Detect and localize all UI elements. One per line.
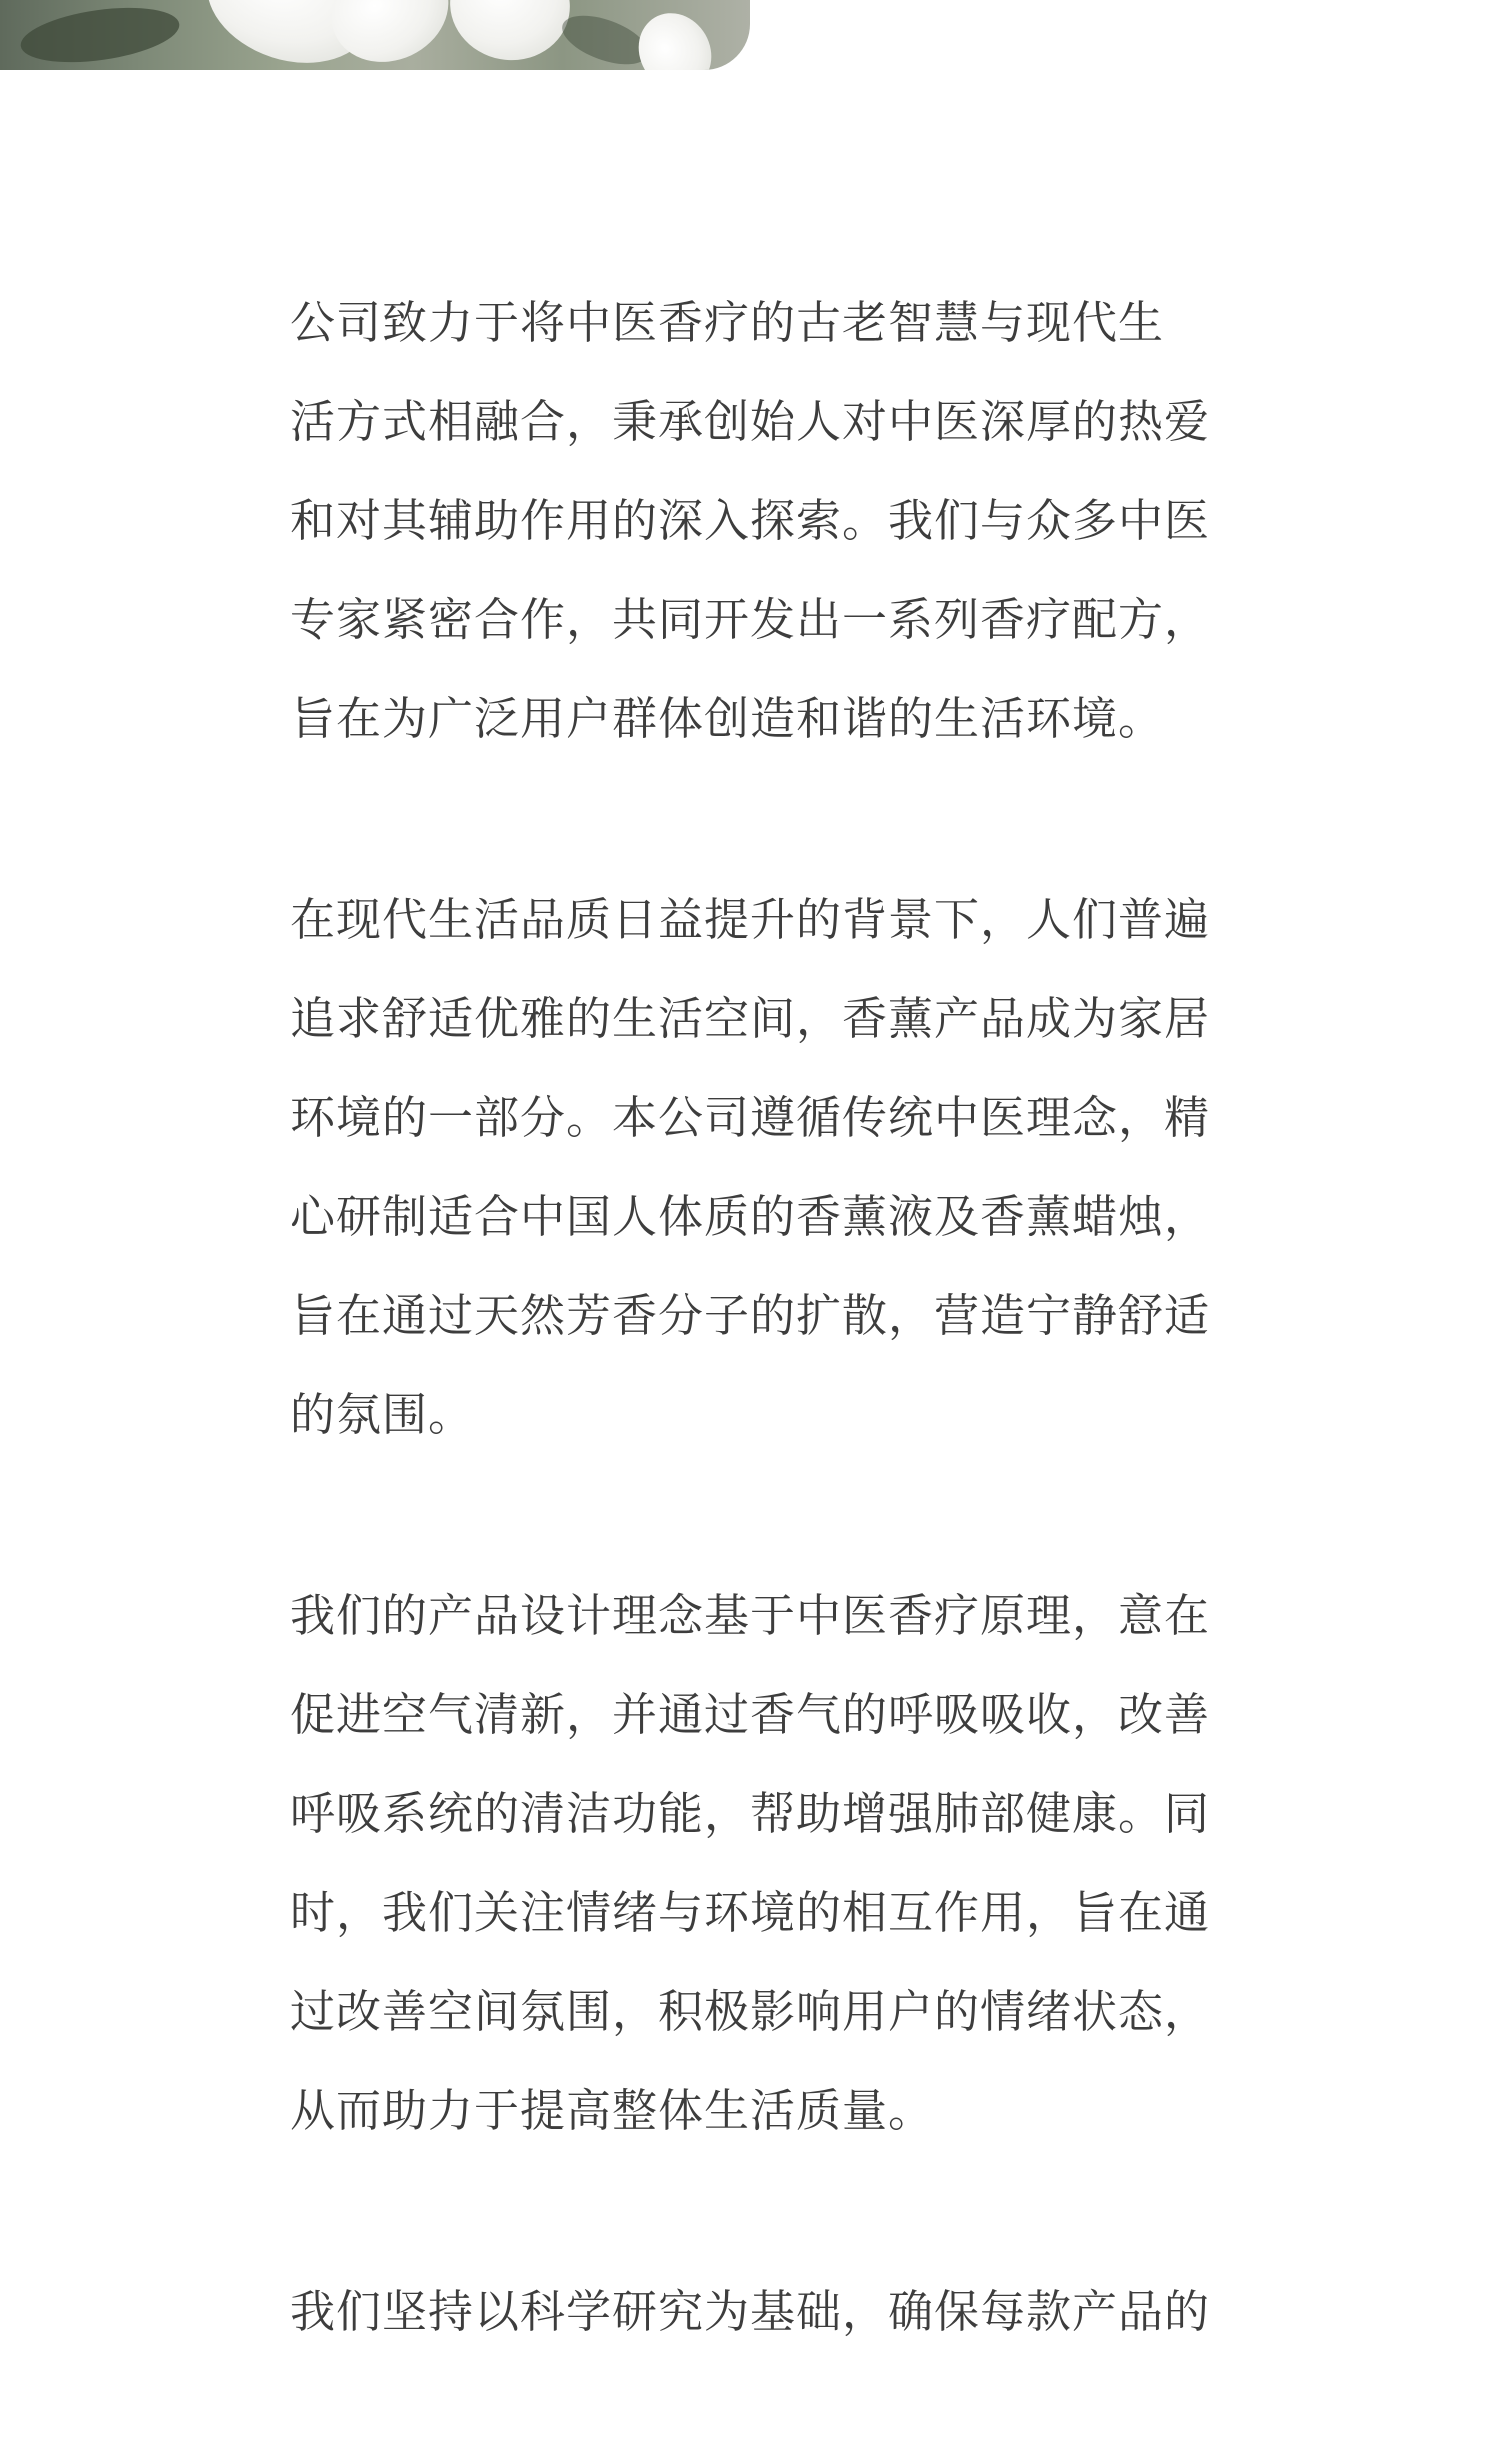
flower-petal: [441, 0, 578, 70]
paragraph-4: 我们坚持以科学研究为基础，确保每款产品的: [290, 2285, 1211, 2338]
leaf-shape: [17, 0, 182, 70]
hero-flower-image: [0, 0, 750, 70]
paragraph-2: 在现代生活品质日益提升的背景下，人们普遍 追求舒适优雅的生活空间，香薰产品成为家居 环境的一部分。本公司遵循传统中医理念，精 心研制适合中国人体质的香薰液及香薰蜡烛， 旨在通过天然芳香分子的扩散，营造宁静舒适 的氛围。: [290, 893, 1211, 1441]
flower-petal: [314, 0, 465, 70]
article-body: [290, 273, 1270, 2463]
paragraph-3: 我们的产品设计理念基于中医香疗原理，意在 促进空气清新，并通过香气的呼吸吸收，改善 呼吸系统的清洁功能，帮助增强肺部健康。同 时，我们关注情绪与环境的相互作用，旨在通 过改善空间氛围，积极影响用户的情绪状态， 从而助力于提高整体生活质量。: [290, 1589, 1211, 2137]
flower-petal: [625, 0, 726, 70]
paragraph-1: 公司致力于将中医香疗的古老智慧与现代生 活方式相融合，秉承创始人对中医深厚的热爱 和对其辅助作用的深入探索。我们与众多中医 专家紧密合作，共同开发出一系列香疗配方， 旨在为广泛用户群体创造和谐的生活环境。: [290, 296, 1211, 745]
